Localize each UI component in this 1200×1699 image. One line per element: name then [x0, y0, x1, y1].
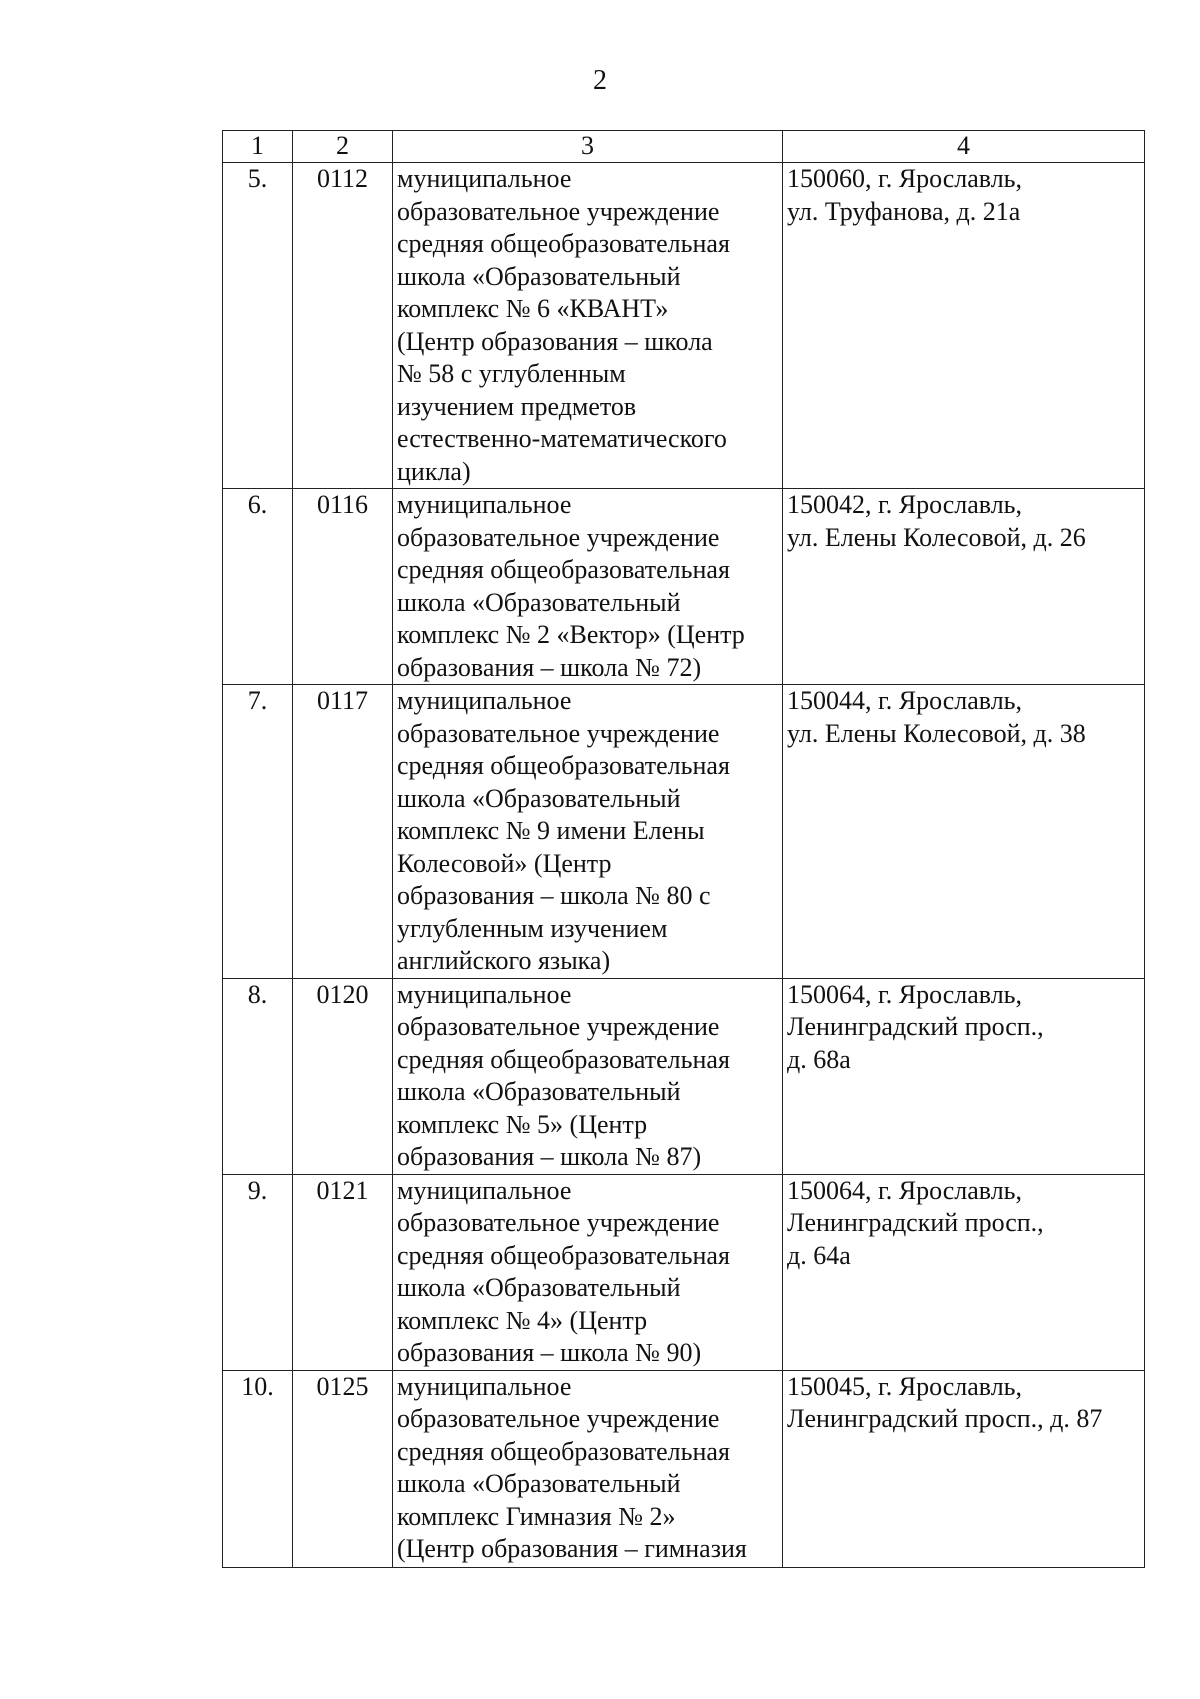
table-header — [223, 131, 1145, 163]
cell-line: средняя общеобразовательная — [397, 1436, 730, 1466]
cell-line: Колесовой» (Центр — [397, 848, 612, 878]
cell-line: д. 68а — [787, 1044, 851, 1074]
table-row — [223, 1174, 1145, 1370]
cell-line: муниципальное — [397, 164, 572, 193]
table-row — [223, 978, 1145, 1174]
school-name — [393, 685, 783, 979]
header-col-1: 1 — [223, 131, 293, 163]
school-address — [783, 685, 1145, 979]
header-col-4: 4 — [783, 131, 1145, 163]
cell-line: школа «Образовательный — [397, 261, 681, 291]
row-code: 0116 — [293, 489, 393, 685]
cell-line: образования – школа № 80 с — [397, 881, 711, 910]
school-name — [393, 978, 783, 1174]
cell-line: образования – школа № 90) — [397, 1338, 702, 1367]
school-name — [393, 489, 783, 685]
cell-line: муниципальное — [397, 686, 572, 715]
cell-line: ул. Елены Колесовой, д. 38 — [787, 718, 1086, 748]
school-address — [783, 489, 1145, 685]
school-name — [393, 163, 783, 489]
cell-line: 150042, г. Ярославль, — [787, 490, 1023, 519]
cell-line: образования – школа № 87) — [397, 1142, 702, 1171]
cell-line: 150064, г. Ярославль, — [787, 979, 1023, 1009]
table-body — [223, 163, 1145, 1568]
cell-line: муниципальное — [397, 1175, 572, 1205]
row-number: 5. — [223, 163, 293, 489]
cell-line: 150044, г. Ярославль, — [787, 686, 1023, 715]
school-name — [393, 1370, 783, 1567]
cell-line: образования – школа № 72) — [397, 652, 702, 682]
table-row — [223, 1370, 1145, 1567]
table-row — [223, 489, 1145, 685]
cell-line: комплекс № 4» (Центр — [397, 1305, 648, 1335]
cell-line: образовательное учреждение — [397, 718, 720, 748]
cell-line: ул. Елены Колесовой, д. 26 — [787, 522, 1086, 552]
cell-line: образовательное учреждение — [397, 1208, 720, 1237]
cell-line: комплекс № 2 «Вектор» (Центр — [397, 620, 745, 649]
row-number: 9. — [223, 1174, 293, 1370]
cell-line: школа «Образовательный — [397, 783, 681, 813]
row-number: 8. — [223, 978, 293, 1174]
row-code: 0125 — [293, 1370, 393, 1567]
cell-line: цикла) — [397, 456, 471, 486]
school-address — [783, 163, 1145, 489]
school-name — [393, 1174, 783, 1370]
row-number: 10. — [223, 1370, 293, 1567]
cell-line: образовательное учреждение — [397, 1012, 720, 1041]
cell-line: муниципальное — [397, 979, 572, 1009]
cell-line: муниципальное — [397, 490, 572, 519]
cell-line: изучением предметов — [397, 391, 637, 421]
school-address — [783, 1370, 1145, 1567]
cell-line: Ленинградский просп., д. 87 — [787, 1404, 1103, 1433]
cell-line: образовательное учреждение — [397, 1404, 720, 1433]
cell-line: д. 64а — [787, 1240, 851, 1270]
school-address — [783, 978, 1145, 1174]
cell-line: (Центр образования – школа — [397, 326, 713, 356]
row-number: 6. — [223, 489, 293, 685]
row-code: 0121 — [293, 1174, 393, 1370]
row-code: 0117 — [293, 685, 393, 979]
cell-line: № 58 с углубленным — [397, 359, 626, 388]
cell-line: образовательное учреждение — [397, 196, 720, 226]
table-row — [223, 685, 1145, 979]
cell-line: комплекс Гимназия № 2» — [397, 1501, 676, 1531]
cell-line: 150064, г. Ярославль, — [787, 1175, 1023, 1205]
cell-line: школа «Образовательный — [397, 1469, 681, 1498]
cell-line: средняя общеобразовательная — [397, 555, 730, 584]
cell-line: средняя общеобразовательная — [397, 751, 730, 780]
cell-line: средняя общеобразовательная — [397, 1240, 730, 1270]
cell-line: ул. Труфанова, д. 21а — [787, 196, 1021, 226]
cell-line: Ленинградский просп., — [787, 1012, 1044, 1041]
cell-line: средняя общеобразовательная — [397, 229, 730, 258]
row-code: 0120 — [293, 978, 393, 1174]
cell-line: муниципальное — [397, 1371, 572, 1401]
header-col-3: 3 — [393, 131, 783, 163]
cell-line: комплекс № 9 имени Елены — [397, 816, 705, 845]
row-code: 0112 — [293, 163, 393, 489]
cell-line: школа «Образовательный — [397, 1077, 681, 1106]
cell-line: 150045, г. Ярославль, — [787, 1371, 1023, 1401]
schools-table — [222, 130, 1145, 1568]
table-row — [223, 163, 1145, 489]
row-number: 7. — [223, 685, 293, 979]
cell-line: комплекс № 5» (Центр — [397, 1109, 648, 1139]
page-number: 2 — [593, 65, 607, 96]
header-col-2: 2 — [293, 131, 393, 163]
school-address — [783, 1174, 1145, 1370]
cell-line: углубленным изучением — [397, 913, 668, 943]
cell-line: естественно-математического — [397, 424, 727, 453]
cell-line: комплекс № 6 «КВАНТ» — [397, 294, 669, 323]
cell-line: школа «Образовательный — [397, 587, 681, 617]
cell-line: средняя общеобразовательная — [397, 1044, 730, 1074]
cell-line: (Центр образования – гимназия — [397, 1534, 747, 1563]
cell-line: Ленинградский просп., — [787, 1208, 1044, 1237]
cell-line: школа «Образовательный — [397, 1273, 681, 1302]
cell-line: образовательное учреждение — [397, 522, 720, 552]
cell-line: английского языка) — [397, 946, 611, 975]
cell-line: 150060, г. Ярославль, — [787, 164, 1023, 193]
